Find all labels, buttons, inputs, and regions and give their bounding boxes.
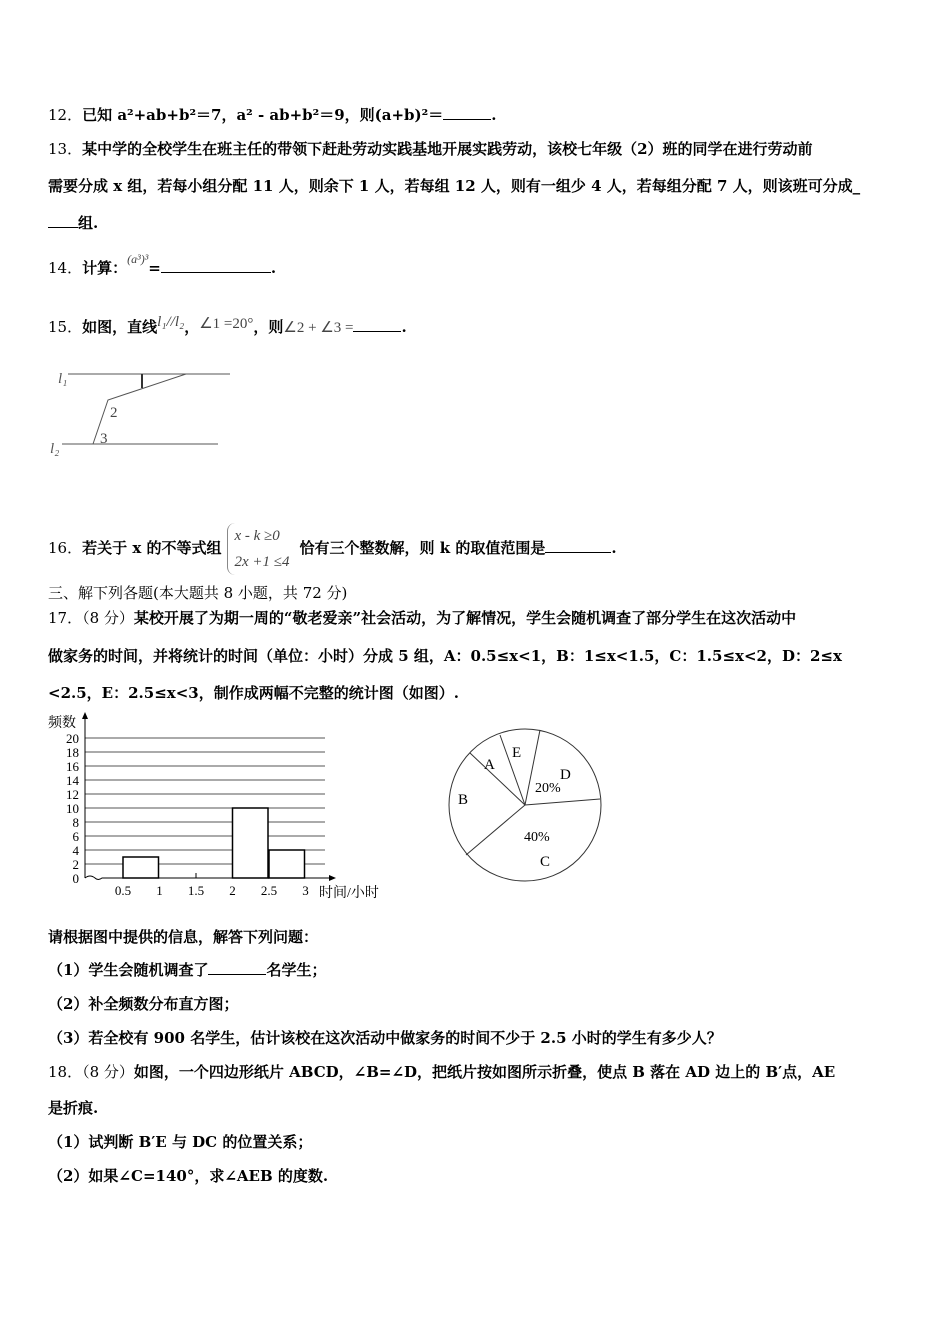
label-l1: l₁ [58, 371, 68, 387]
x-tick-label: 2.5 [260, 883, 278, 898]
pie-label-a: A [484, 757, 495, 773]
q17-sub1 [48, 959, 326, 980]
y-tick-label: 18 [66, 745, 79, 760]
y-tick-label: 12 [66, 787, 79, 802]
math-expr: ∠1 =20° [199, 316, 254, 332]
math-expr: ∠2 + ∠3 = [283, 320, 354, 336]
pie-edge-d-c [525, 799, 600, 805]
q-text: 已知 a²+ab+b²＝7，a² - ab+b²＝9，则(a+b)²＝ [82, 106, 444, 124]
histogram-bar [123, 857, 159, 878]
q-number: 16． [48, 539, 83, 557]
y-tick-label: 14 [66, 773, 79, 788]
x-tick-label: 2 [229, 883, 236, 898]
pie-label-e: E [512, 745, 522, 761]
q-end: . [270, 259, 277, 277]
q-text: 如图，直线 [82, 318, 158, 336]
q-end: . [611, 539, 617, 557]
pie-data-label-d: 20% [535, 781, 561, 796]
y-axis-label: 频数 [48, 716, 76, 731]
q-text: ，则 [253, 318, 284, 336]
math-expr: l₁//l₂ [157, 314, 185, 330]
q-end: . [401, 318, 407, 336]
q-eq: = [148, 259, 161, 277]
q-number: 17． [48, 609, 83, 627]
y-tick-label: 2 [72, 857, 79, 872]
q-text: 名学生； [266, 961, 327, 979]
pie-chart [440, 725, 610, 890]
y-tick-label: 20 [66, 731, 79, 746]
pie-label-d: D [560, 767, 571, 783]
q-number: 13． [48, 140, 83, 158]
label-angle3: 3 [100, 431, 108, 447]
label-angle2: 2 [110, 405, 118, 421]
q-text: 是折痕. [48, 1099, 99, 1117]
q-text: 若关于 x 的不等式组 [82, 539, 222, 557]
q-score: （8 分） [82, 609, 134, 627]
q-prompt: 请根据图中提供的信息，解答下列问题： [48, 928, 319, 946]
pie-label-b: B [458, 792, 469, 808]
x-tick-label: 3 [302, 883, 309, 898]
q-text: 组. [78, 214, 99, 232]
q-text: 某中学的全校学生在班主任的带领下赶赴劳动实践基地开展实践劳动，该校七年级（2）班的同学在进行劳动前 [82, 140, 813, 158]
histogram-bar [269, 850, 305, 878]
histogram-bar [233, 808, 269, 878]
ineq-1: x - k ≥0 [234, 528, 280, 544]
q18-sub1: （1）试判断 B′E 与 DC 的位置关系； [48, 1133, 313, 1151]
section-heading: 三、解下列各题(本大题共 8 小题，共 72 分) [48, 584, 348, 602]
q-sep: ， [184, 318, 200, 336]
y-axis-arrow [82, 712, 88, 719]
x-tick-label: 1 [156, 883, 163, 898]
q-text: 需要分成 x 组，若每小组分配 11 人，则余下 1 人，若每组 12 人，则有一组少 4 人，若每组分配 7 人，则该班可分成_ [48, 177, 861, 195]
q-number: 18． [48, 1063, 83, 1081]
q-text: 计算： [82, 259, 128, 277]
label-l2: l₂ [50, 441, 60, 457]
x-tick-label: 0.5 [114, 883, 132, 898]
ineq-2: 2x +1 ≤4 [234, 554, 290, 570]
q-number: 12． [48, 106, 83, 124]
pie-label-c: C [540, 854, 551, 870]
q-text: （1）学生会随机调查了 [48, 961, 209, 979]
y-tick-label: 10 [66, 801, 79, 816]
q18-sub2: （2）如果∠C=140°，求∠AEB 的度数. [48, 1167, 329, 1185]
pie-data-label-c: 40% [524, 830, 550, 845]
answer-blank[interactable] [208, 960, 266, 975]
q-number: 15． [48, 318, 83, 336]
q-end: . [491, 106, 497, 124]
q17-sub3: （3）若全校有 900 名学生，估计该校在这次活动中做家务的时间不少于 2.5 小时的学生有多少人？ [48, 1029, 722, 1047]
q-text: 如图，一个四边形纸片 ABCD，∠B=∠D，把纸片按如图所示折叠，使点 B 落在 AD 边上的 B′点，AE [133, 1063, 836, 1081]
y-tick-label: 6 [72, 829, 79, 844]
y-tick-label: 4 [72, 843, 79, 858]
y-tick-label: 16 [66, 759, 79, 774]
x-axis-label: 时间/小时 [319, 886, 379, 901]
question-18 [48, 1061, 835, 1082]
q-score: （8 分） [82, 1063, 134, 1081]
q17-sub2: （2）补全频数分布直方图； [48, 995, 239, 1013]
q-text: 做家务的时间，并将统计的时间（单位：小时）分成 5 组，A：0.5≤x<1，B：1≤x<1.5，C：1.5≤x<2，D：2≤x [48, 647, 842, 665]
q-text: <2.5，E：2.5≤x<3，制作成两幅不完整的统计图（如图）. [48, 684, 459, 702]
math-expr: (a³)³ [127, 252, 149, 266]
x-tick-label: 1.5 [187, 883, 205, 898]
q-number: 14． [48, 259, 83, 277]
q-text: 恰有三个整数解，则 k 的取值范围是 [299, 539, 546, 557]
x-axis-arrow [329, 875, 336, 881]
y-tick-label: 8 [72, 815, 79, 830]
pie-edge-c-b [466, 805, 525, 855]
y-tick-label: 0 [72, 871, 79, 886]
q-text: 某校开展了为期一周的“敬老爱亲”社会活动，为了解情况，学生会随机调查了部分学生在这次活动中 [133, 609, 797, 627]
